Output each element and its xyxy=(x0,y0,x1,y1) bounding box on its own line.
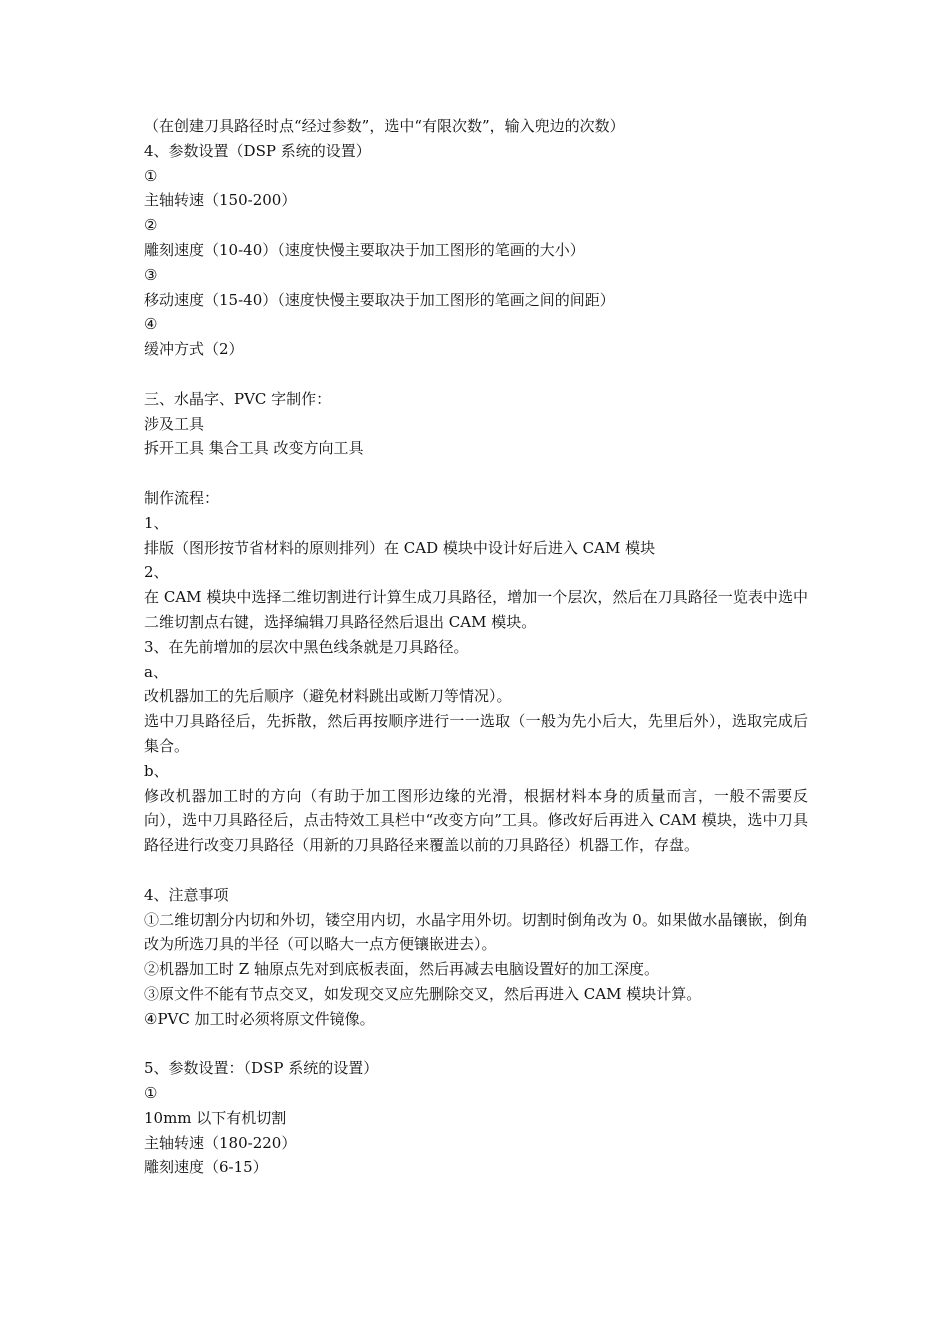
text-line: 改机器加工的先后顺序（避免材料跳出或断刀等情况）。 xyxy=(144,687,512,706)
text-line: 雕刻速度（6-15） xyxy=(144,1158,268,1177)
section-heading: 4、参数设置（DSP 系统的设置） xyxy=(144,141,371,160)
list-marker: 1、 xyxy=(144,513,169,532)
text-line: 雕刻速度（10-40）（速度快慢主要取决于加工图形的笔画的大小） xyxy=(144,240,585,259)
section-heading: 制作流程： xyxy=(144,488,220,507)
paragraph: 在 CAM 模块中选择二维切割进行计算生成刀具路径，增加一个层次，然后在刀具路径一览表中选中二维切割点右键，选择编辑刀具路径然后退出 CAM 模块。 xyxy=(144,588,808,631)
document-page xyxy=(144,114,808,1180)
section-heading: 三、水晶字、PVC 字制作： xyxy=(144,389,332,408)
text-line: 拆开工具 集合工具 改变方向工具 xyxy=(144,439,364,458)
paragraph: ①二维切割分内切和外切，镂空用内切，水晶字用外切。切割时倒角改为 0。如果做水晶镶嵌，倒角改为所选刀具的半径（可以略大一点方便镶嵌进去）。 xyxy=(144,910,808,954)
list-marker: b、 xyxy=(144,761,169,780)
section-heading: 5、参数设置：（DSP 系统的设置） xyxy=(144,1059,379,1078)
text-line: （在创建刀具路径时点“经过参数”，选中“有限次数”，输入兜边的次数） xyxy=(144,117,625,135)
list-marker: 2、 xyxy=(144,563,169,582)
list-marker: ④ xyxy=(144,315,158,334)
paragraph: 选中刀具路径后，先拆散，然后再按顺序进行一一选取（一般为先小后大，先里后外），选取完成后集合。 xyxy=(144,712,808,755)
text-line: 10mm 以下有机切割 xyxy=(144,1108,287,1127)
text-line: 移动速度（15-40）（速度快慢主要取决于加工图形的笔画之间的间距） xyxy=(144,290,615,309)
text-line: 排版（图形按节省材料的原则排列）在 CAD 模块中设计好后进入 CAM 模块 xyxy=(144,538,656,557)
text-line: ②机器加工时 Z 轴原点先对到底板表面，然后再减去电脑设置好的加工深度。 xyxy=(144,960,659,979)
list-marker: a、 xyxy=(144,662,168,681)
text-line: 涉及工具 xyxy=(144,414,205,433)
list-marker: ③ xyxy=(144,265,158,284)
text-line: 3、在先前增加的层次中黑色线条就是刀具路径。 xyxy=(144,637,469,656)
text-line: 缓冲方式（2） xyxy=(144,340,244,359)
list-marker: ① xyxy=(144,1084,158,1103)
blank-line xyxy=(144,858,808,883)
text-line: ④PVC 加工时必须将原文件镜像。 xyxy=(144,1009,375,1028)
list-marker: ② xyxy=(144,216,158,235)
paragraph: 修改机器加工时的方向（有助于加工图形边缘的光滑，根据材料本身的质量而言，一般不需要反向），选中刀具路径后，点击特效工具栏中“改变方向”工具。修改好后再进入 CAM 模块，选中刀具路径进行改变刀具路径（用新的刀具路径来覆盖以前的刀具路径）机器工作，存盘。 xyxy=(144,786,808,855)
text-line: ③原文件不能有节点交叉，如发现交叉应先删除交叉，然后再进入 CAM 模块计算。 xyxy=(144,984,702,1003)
section-heading: 4、注意事项 xyxy=(144,885,229,904)
blank-line xyxy=(144,461,808,486)
blank-line xyxy=(144,362,808,387)
list-marker: ① xyxy=(144,166,158,185)
blank-line xyxy=(144,1031,808,1056)
text-line: 主轴转速（150-200） xyxy=(144,191,297,210)
text-line: 主轴转速（180-220） xyxy=(144,1133,297,1152)
